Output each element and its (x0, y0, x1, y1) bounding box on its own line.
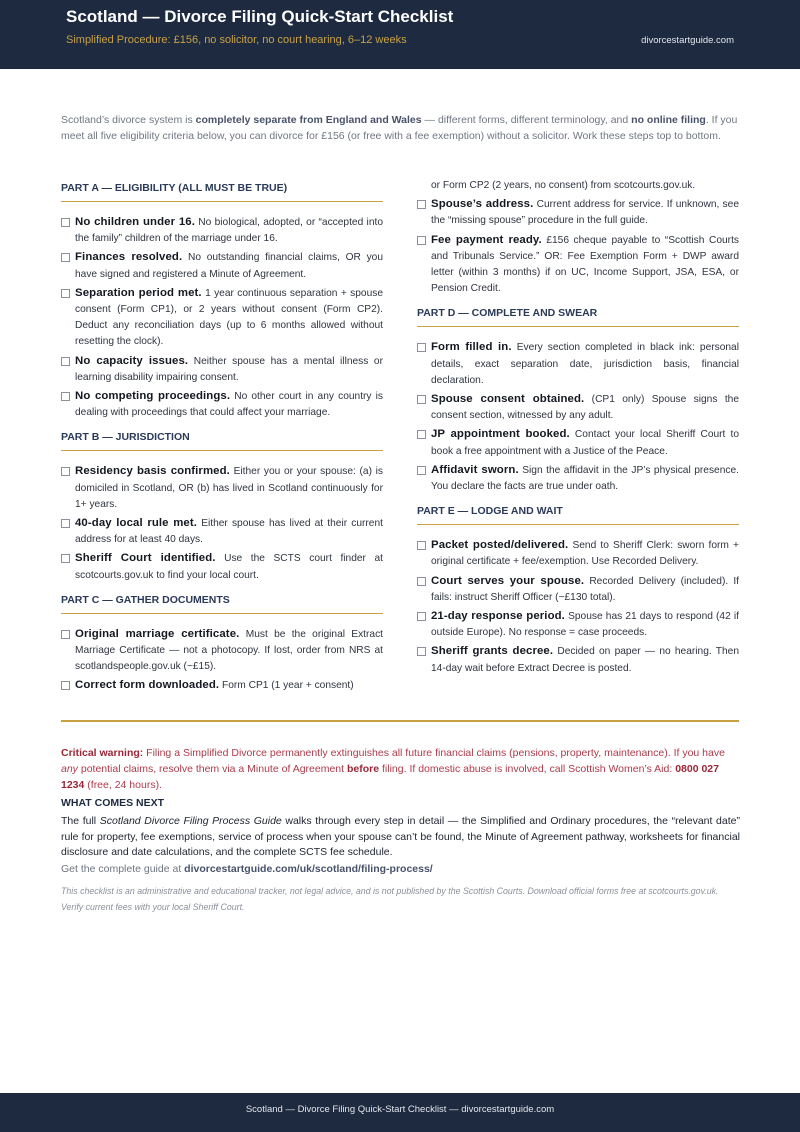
checkbox[interactable] (61, 519, 70, 528)
checklist-item[interactable]: Separation period met. 1 year continuous separation + spouse consent (Form CP1), or 2 years without consent (Form CP2). Deduct any reconciliation days (up to 6 months allowed without resetting the clock). (61, 285, 383, 351)
checkbox[interactable] (61, 392, 70, 401)
guide-link[interactable]: divorcestartguide.com/uk/scotland/filing-process/ (184, 863, 433, 875)
section-heading-part-e: PART E — LODGE AND WAIT (417, 501, 739, 525)
checklist-item[interactable]: Affidavit sworn. Sign the affidavit in the JP’s physical presence. You declare the facts are true under oath. (417, 462, 739, 495)
checklist-item[interactable]: No capacity issues. Neither spouse has a mental illness or learning disability impairing consent. (61, 353, 383, 386)
checkbox[interactable] (417, 647, 426, 656)
page-footer (0, 1093, 800, 1132)
continued-text: or Form CP2 (2 years, no consent) from scotcourts.gov.uk. (431, 180, 696, 191)
checkbox[interactable] (61, 253, 70, 262)
checklist-item[interactable]: No children under 16. No biological, adopted, or “accepted into the family” children of the marriage under 16. (61, 214, 383, 247)
checklist-item[interactable]: 40-day local rule met. Either spouse has lived at their current address for at least 40 days. (61, 515, 383, 548)
checkbox[interactable] (417, 430, 426, 439)
get-guide-line: Get the complete guide at divorcestartguide.com/uk/scotland/filing-process/ (61, 863, 433, 875)
checkbox[interactable] (61, 218, 70, 227)
header-site: divorcestartguide.com (641, 35, 734, 46)
checkbox[interactable] (61, 630, 70, 639)
checklist-item[interactable]: No competing proceedings. No other court in any country is dealing with proceedings that could affect your marriage. (61, 388, 383, 421)
checklist-item[interactable]: Residency basis confirmed. Either you or your spouse: (a) is domiciled in Scotland, OR (b) has lived in Scotland continuously for 1+ years. (61, 463, 383, 513)
checklist-item[interactable]: Sheriff grants decree. Decided on paper — no hearing. Then 14-day wait before Extract Decree is posted. (417, 643, 739, 676)
checkbox[interactable] (417, 343, 426, 352)
checklist-item[interactable]: JP appointment booked. Contact your local Sheriff Court to book a free appointment with a Justice of the Peace. (417, 426, 739, 459)
checklist-item[interactable]: Form filled in. Every section completed in black ink: personal details, exact separation date, jurisdiction basis, financial declaration. (417, 339, 739, 389)
page-subtitle: Simplified Procedure: £156, no solicitor, no court hearing, 6–12 weeks (66, 34, 407, 46)
critical-warning: Critical warning: Filing a Simplified Divorce permanently extinguishes all future financial claims (pensions, property, maintenance). If you have any potential claims, resolve them via a Minute of Agreement before filing. If domestic abuse is involved, call Scottish Women’s Aid: 0800 027 1234 (free, 24 hours). (61, 747, 725, 791)
section-heading-part-a: PART A — ELIGIBILITY (ALL MUST BE TRUE) (61, 178, 383, 202)
section-divider (61, 720, 739, 722)
section-heading-part-d: PART D — COMPLETE AND SWEAR (417, 303, 739, 327)
checklist-item[interactable]: Correct form downloaded. Form CP1 (1 year + consent) (61, 677, 383, 694)
checkbox[interactable] (417, 200, 426, 209)
checkbox[interactable] (417, 577, 426, 586)
checkbox[interactable] (61, 681, 70, 690)
right-column (417, 178, 739, 679)
checklist-item[interactable]: Fee payment ready. £156 cheque payable to “Scottish Courts and Tribunals Service.” OR: Fee Exemption Form + DWP award letter (within 3 months) if on UC, Income Support, JSA, ESA, or Pension Credit. (417, 232, 739, 298)
checkbox[interactable] (61, 554, 70, 563)
checkbox[interactable] (417, 612, 426, 621)
checklist-item[interactable]: Original marriage certificate. Must be the original Extract Marriage Certificate — not a photocopy. If lost, order from NRS at scotlandspeople.gov.uk (~£15). (61, 626, 383, 676)
checkbox[interactable] (61, 467, 70, 476)
checklist-item[interactable]: Packet posted/delivered. Send to Sheriff Clerk: sworn form + original certificate + fee/exemption. Use Recorded Delivery. (417, 537, 739, 570)
checklist-item[interactable]: Sheriff Court identified. Use the SCTS court finder at scotcourts.gov.uk to find your local court. (61, 550, 383, 583)
checklist-item[interactable]: Finances resolved. No outstanding financial claims, OR you have signed and registered a Minute of Agreement. (61, 249, 383, 282)
page-header (0, 0, 800, 69)
intro-paragraph: Scotland’s divorce system is completely separate from England and Wales — different forms, different terminology, and no online filing. If you meet all five eligibility criteria below, you can divorce for £156 (or free with a fee exemption) without a solicitor. Work these steps top to bottom. (61, 114, 738, 142)
what-comes-next-heading: WHAT COMES NEXT (61, 797, 165, 809)
checkbox[interactable] (417, 236, 426, 245)
section-heading-part-c: PART C — GATHER DOCUMENTS (61, 590, 383, 614)
checkbox[interactable] (61, 357, 70, 366)
checklist-item[interactable]: 21-day response period. Spouse has 21 days to respond (42 if outside Europe). No response = case proceeds. (417, 608, 739, 641)
checklist-item[interactable]: Spouse consent obtained. (CP1 only) Spouse signs the consent section, witnessed by any adult. (417, 391, 739, 424)
checkbox[interactable] (61, 289, 70, 298)
left-column (61, 178, 383, 697)
checkbox[interactable] (417, 395, 426, 404)
checklist-item[interactable]: Spouse’s address. Current address for service. If unknown, see the “missing spouse” procedure in the full guide. (417, 196, 739, 229)
checkbox[interactable] (417, 466, 426, 475)
checkbox[interactable] (417, 541, 426, 550)
section-heading-part-b: PART B — JURISDICTION (61, 427, 383, 451)
page-title: Scotland — Divorce Filing Quick-Start Checklist (66, 7, 454, 26)
checklist-item[interactable]: Court serves your spouse. Recorded Delivery (included). If fails: instruct Sheriff Officer (~£130 total). (417, 573, 739, 606)
footer-text: Scotland — Divorce Filing Quick-Start Checklist — divorcestartguide.com (245, 1104, 555, 1115)
what-comes-next-paragraph: The full Scotland Divorce Filing Process Guide walks through every step in detail — the Simplified and Ordinary procedures, the “relevant date” rule for property, fee exemptions, service of process when your spouse can’t be found, the Minute of Agreement pathway, worksheets for financial disclosure and date calculations, and the complete SCTS fee schedule. (61, 815, 740, 858)
disclaimer: This checklist is an administrative and educational tracker, not legal advice, and is not published by the Scottish Courts. Download official forms free at scotcourts.gov.uk. Verify current fees with your local Sheriff Court. (61, 886, 719, 912)
